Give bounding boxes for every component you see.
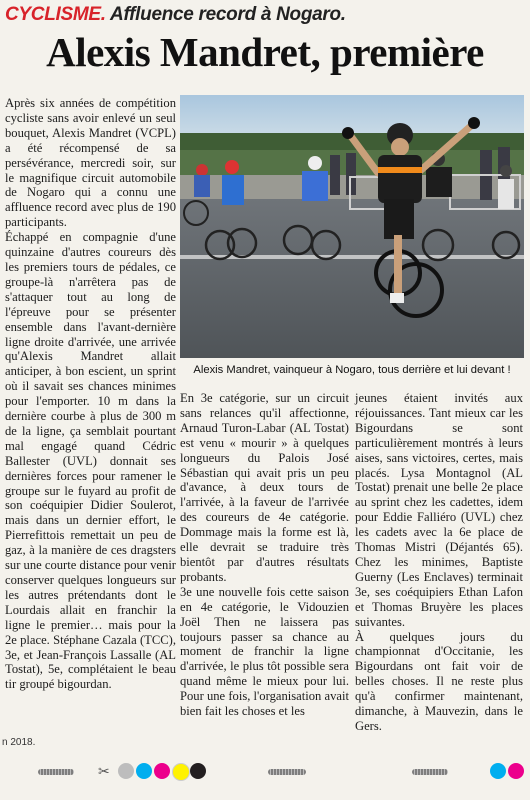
race-photo-illustration: [180, 95, 524, 358]
paragraph: Échappé en compagnie d'une quinzaine d'autres coureurs dès les premiers tours de pédales, ce groupe-là n'arrêtera pas de s'attaquer tout au long de l'épreuve pour se présenter ensemble dans l'avant-dernière ligne droite d'arrivée, une arrivée qu'Alexis Mandret allait anticiper, à bon escient, un sprint où il savait ses chances minimes pour l'emporter. 10 m dans la dernière courbe à plus de 300 m de la ligne, ça semblait pourtant mal engagé quand Cédric Ballester (UVL) donnait ses dernières forces pour ramener le groupe sur le fuyard au profit de son coéquipier Didier Soulerot, mais dans un dernier effort, le Pierrefittois remettait un peu de gaz, à la manière de ces dragsters sur une courte distance pour venir conserver quelques longueurs sur les autres prétendants dont le Lourdais allait en franchir la ligne le premier… mais pour la 2e place. Stéphane Cazala (TCC), 3e, et Jean-François Lassalle (AL Tostat), 5e, complétaient le beau tir groupé bigourdan.: [5, 230, 177, 692]
footer-date: n 2018.: [2, 737, 36, 748]
paragraph: 3e une nouvelle fois cette saison en 4e catégorie, le Vidouzien Joël Then ne laissera pas toujours passer sa chance au moment de franchir la ligne d'arrivée, le plus tôt possible sera quand même le mieux pour lui. Pour une fois, l'organisation avait bien fait les choses et les: [180, 584, 349, 719]
registration-bar: [412, 769, 448, 775]
article-column-2: [180, 391, 349, 719]
article-kicker: [5, 3, 346, 27]
registration-dot-black: [190, 763, 206, 779]
race-photo: [180, 95, 524, 358]
paragraph: Après six années de compétition cycliste sans avoir enlevé un seul bouquet, Alexis Mandret (VCPL) a été récompensé de sa persévérance, mercredi soir, sur le magnifique circuit automobile de Nogaro qui a connu une affluence record avec plus de 190 participants.: [5, 96, 176, 230]
registration-dot-magenta: [154, 763, 170, 779]
registration-dot-magenta: [508, 763, 524, 779]
paragraph: En 3e catégorie, sur un circuit sans relances qu'il affectionne, Arnaud Turon-Labar (AL Tostat) est venu « mourir » à quelques longueurs du Palois José Sébastian qui avait pris un peu d'avance, à deux tours de l'arrivée, à la faveur de l'arrivée des coureurs de 4e catégorie. Dommage mais la forme est là, elle devrait se traduire très bientôt par d'autres résultats probants.: [180, 391, 349, 584]
scissors-icon: ✂: [98, 763, 110, 779]
section-label: CYCLISME.: [5, 4, 106, 25]
kicker-title: Affluence record à Nogaro.: [110, 4, 346, 25]
registration-dot-cyan: [490, 763, 506, 779]
paragraph: À quelques jours du championnat d'Occitanie, les Bigourdans ont fait voir de belles choses. Il ne reste plus qu'à confirmer maintenant, dimanche, à Mauvezin, dans le Gers.: [355, 629, 523, 733]
registration-dot: [118, 763, 134, 779]
registration-bar: [38, 769, 74, 775]
article-column-3: [355, 391, 523, 734]
paragraph: jeunes étaient invités aux réjouissances. Tant mieux car les Bigourdans se sont particulièrement montrés à leurs aises, sans victoires, certes, mais placés. Lysa Montagnol (AL Tostat) prenait une belle 2e place au sprint chez les cadettes, idem pour Eddie Falliéro (UVL) chez les cadets avec la 6e place de Thomas Mistri (Déjantés 65). Chez les minimes, Baptiste Guerny (Les Enclaves) terminait 3e, ses coéquipiers Ethan Lafon et Thomas Bruyère les places suivantes.: [355, 391, 523, 629]
photo-caption: Alexis Mandret, vainqueur à Nogaro, tous derrière et lui devant !: [193, 364, 511, 376]
article-headline: Alexis Mandret, première: [46, 29, 484, 75]
registration-bar: [268, 769, 306, 775]
article-column-1: [5, 96, 176, 692]
registration-dot-cyan: [136, 763, 152, 779]
registration-dot-yellow: [172, 763, 190, 781]
